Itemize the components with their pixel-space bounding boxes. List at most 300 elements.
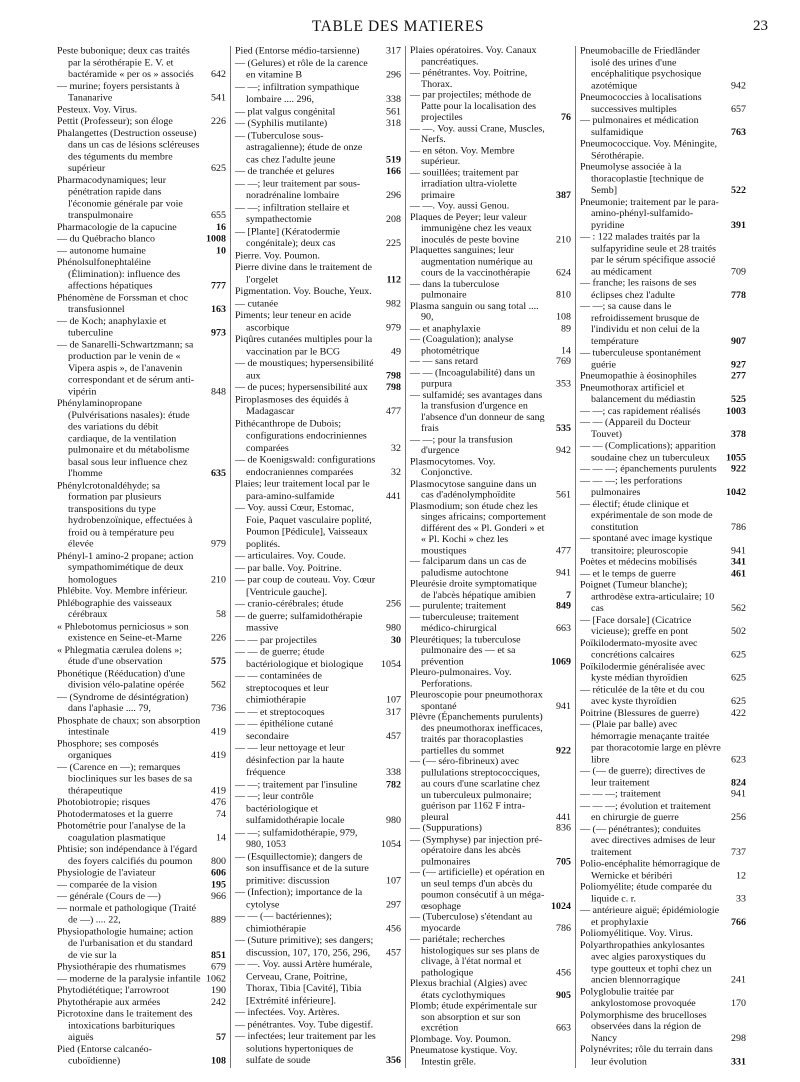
entry-text: — de Koch; anaphylaxie et tuberculine [57,316,167,339]
index-entry [410,479,575,501]
entry-text: — — —; épanchements purulents [580,464,717,475]
entry-page: 561 [556,490,571,501]
entry-text: Poitrine (Blessures de guerre) [580,707,700,719]
index-entry [57,809,230,821]
entry-text: — infectées; leur traitement par les solutions hypertoniques de sulfate de soude [235,1031,376,1067]
index-entry [580,383,750,406]
index-entry [410,279,575,301]
entry-text: — (Tuberculose sous-astragalienne); étude de onze cas chez l'adulte jeune [235,130,363,165]
entry-page: 941 [556,701,571,712]
entry-page: 606 [211,867,226,879]
index-entry [235,551,405,563]
entry-text: — —; sa cause dans le refroidissement brusque de l'individu et non celui de la température [580,301,700,347]
index-entry [580,162,750,197]
entry-text: — moderne de la paralysie infantile [57,973,201,984]
entry-page: 242 [211,997,226,1008]
entry-text: — souillées; traitement par irradiation ultra-violette primaire [410,168,519,201]
entry-text: Poïkilodermie généralisée avec kyste médian thyroïdien [580,661,705,684]
entry-text: Pleurésie droite symptomatique de l'abcès hépatique amibien [410,579,537,601]
index-entry [410,579,575,601]
entry-text: Polyarthropathies ankylosantes avec algies paroxystiques du type goutteux et tophi chez un ancien blennorragique [580,940,712,986]
entry-page: 419 [211,727,226,738]
entry-page: 298 [731,1033,746,1044]
entry-page: 782 [386,779,401,790]
entry-text: — — —; les perforations pulmonaires [580,475,683,498]
entry-text: Pneumonie; traitement par le para-amino-phényl-sulfamido-pyridine [580,196,719,231]
entry-page: 889 [211,914,226,926]
index-entry [235,719,405,743]
entry-page: 824 [731,777,746,788]
index-entry [57,739,230,762]
entry-text: — — (— bactériennes); chimiothérapie [235,911,332,934]
entry-text: — — (Incoagulabilité) dans un purpura [410,368,535,390]
index-entry [580,557,750,569]
index-entry [235,911,405,935]
entry-text: — de guerre; sulfamidothérapie massive [235,610,363,634]
index-entry [580,371,750,383]
entry-page: 107 [386,875,401,886]
entry-page: 1055 [726,452,746,463]
index-entry [235,419,405,455]
entry-text: Poliomyélitique. Voy. Virus. [580,928,693,939]
index-entry [57,480,230,550]
index-entry [57,46,230,81]
index-entry [410,435,575,457]
entry-page: 76 [561,112,571,123]
entry-text: Physiothérapie des rhumatismes [57,961,186,973]
entry-page: 317 [386,46,401,57]
index-entry [57,1009,230,1044]
entry-page: 477 [386,406,401,418]
entry-text: Phosphore; ses composés organiques [57,738,159,761]
entry-text: Plasmocytose sanguine dans un cas d'adénolymphoïdite [410,479,537,501]
index-entry [57,257,230,292]
index-entry [580,929,750,941]
entry-page: 378 [731,429,746,440]
entry-text: Poïkilodermato-myosite avec concrétions calcaires [580,638,698,661]
entry-page: 441 [556,812,571,823]
index-entry [57,246,230,258]
entry-page: 907 [731,336,746,347]
entry-text: Poètes et médecins mobilisés [580,557,697,568]
entry-text: — par projectiles; méthode de Patte pour la localisation des projectiles [410,90,536,123]
entry-text: Pithécanthrope de Dubois; configurations endocriniennes comparées [235,418,367,454]
index-entry [410,246,575,279]
index-entry [235,887,405,911]
index-entry [580,638,750,661]
entry-text: — — leur nettoyage et leur désinfection par la haute fréquence [235,743,345,778]
index-entry [580,987,750,1010]
entry-page: 32 [391,442,401,454]
index-entry [57,868,230,880]
index-entry [57,340,230,399]
entry-page: 663 [556,1023,571,1034]
entry-text: Pneumococcique. Voy. Méningite, Sérothérapie. [580,138,718,161]
index-entry [580,499,750,534]
entry-text: — —; infiltration sympathique lombaire .... 296, [235,82,360,105]
entry-text: — murine; foyers persistants à Tananarive [57,81,180,104]
entry-text: — (Esquillectomie); dangers de son insuffisance et de la suture primitive: discussion [235,851,369,886]
index-entry [580,882,750,905]
index-entry [580,789,750,801]
entry-page: 208 [386,214,401,225]
index-entry [57,903,230,926]
entry-page: 14 [561,345,571,356]
entry-text: Pneumothorax artificiel et balancement du médiastin [580,382,696,405]
entry-page: 32 [391,466,401,478]
entry-text: — de moustiques; hypersensibilité aux [235,358,374,382]
index-entry [57,234,230,246]
entry-text: Pharmacodynamiques; leur pénétration rapide dans l'économie générale par voie transpulmonaire [57,175,183,221]
index-entry [57,175,230,222]
entry-page: 14 [216,832,226,844]
entry-page: 338 [386,94,401,105]
entry-text: Physiopathologie humaine; action de l'urbanisation et du standard de vie sur la [57,926,194,961]
entry-page: 190 [211,985,226,996]
index-entry [57,621,230,644]
entry-text: Pneumopathie à éosinophiles [580,371,697,382]
entry-page: 851 [211,950,226,961]
entry-text: Phénylcrotonaldéhyde; sa formation par plusieurs transpositions du type hydrobenzoïnique, effectuées à froid ou à température peu élevée [57,480,193,550]
index-entry [57,692,230,715]
entry-text: Pharmacologie de la capucine [57,222,177,233]
index-entry [235,383,405,395]
entry-page: 800 [211,856,226,867]
entry-text: — —; sulfamidothérapie, 979, 980, 1053 [235,827,358,850]
entry-text: — cutanée [235,298,279,309]
entry-text: — de Sanarelli-Schwartzmann; sa production par le venin de « Vipera aspis », de l'anavenin correspondant et de sérum anti-vipérin [57,339,195,397]
index-entry [580,197,750,232]
entry-text: Plèvre (Épanchements purulents) des pneumothorax inefficaces, traités par thoracoplasties partielles du sommet [410,712,543,756]
index-entry [580,302,750,348]
entry-text: — dans la tuberculose pulmonaire [410,279,500,301]
entry-page: 476 [211,797,226,808]
index-entry [235,779,405,791]
index-entry [580,1010,750,1045]
entry-text: Plaies opératoires. Voy. Canaux pancréatiques. [410,46,537,67]
index-entry [580,46,750,92]
entry-text: — (— pénétrantes); conduites avec directives admises de leur traitement [580,824,716,858]
index-entry [57,222,230,234]
index-entry [235,707,405,719]
index-entry [580,476,750,499]
index-entry [57,598,230,621]
index-entry [235,178,405,202]
entry-page: 709 [731,266,746,277]
entry-text: — électif; étude clinique et expérimentale de son mode de constitution [580,498,713,533]
entry-text: Piroplasmoses des équidés à Madagascar [235,394,349,418]
entry-text: — du Québracho blanco [57,233,156,245]
entry-text: — — de guerre; étude bactériologique et biologique [235,646,364,670]
entry-page: 461 [731,568,746,579]
entry-text: Pneumococcies à localisations successives multiples [580,92,702,115]
entry-text: — (Plaie par balle) avec hémorragie menaçante traitée par thoracotomie large en plèvre libre [580,719,721,765]
index-entry [57,293,230,316]
entry-text: « Phlegmatia cærulea dolens »; étude d'une observation [57,644,182,667]
entry-page: 655 [211,210,226,221]
entry-text: Plexus brachial (Algies) avec états cyclothymiques [410,979,528,1001]
index-entry [235,395,405,419]
entry-page: 786 [731,522,746,533]
entry-page: 1042 [726,487,746,498]
entry-text: — pariétale; recherches histologiques sur ses plans de clivage, à l'état normal et pathologique [410,934,540,978]
entry-page: 57 [216,1032,226,1043]
index-entry [235,647,405,671]
index-entry [235,58,405,82]
index-entry [235,563,405,575]
entry-page: 477 [556,545,571,556]
entry-page: 525 [731,394,746,405]
index-entry [410,668,575,690]
index-entry [580,720,750,766]
index-entry [57,551,230,586]
entry-text: Phénylaminopropane (Pulvérisations nasales): étude des variations du débit cardiaque, de la ventilation pulmonaire et du métabolisme basal sous leur influence chez l'homme [57,398,190,480]
entry-page: 625 [731,649,746,661]
entry-text: — et anaphylaxie [410,323,481,334]
entry-page: 1024 [551,901,571,912]
entry-text: Phosphate de chaux; son absorption intestinale [57,715,201,738]
entry-page: 7 [566,590,571,601]
index-entry [410,935,575,979]
entry-text: — — et streptocoques [235,706,325,718]
entry-page: 419 [211,785,226,797]
entry-page: 256 [731,812,746,823]
entry-text: — pénétrantes. Voy. Poitrine, Thorax. [410,68,528,90]
index-entry [235,851,405,887]
entry-page: 1003 [726,406,746,417]
entry-page: 737 [731,847,746,858]
index-entry [410,912,575,934]
entry-text: — (Symphyse) par injection pré-opératoire dans les abcès pulmonaires [410,834,543,867]
entry-text: — de puces; hypersensibilité aux [235,382,368,394]
entry-page: 679 [211,961,226,973]
entry-page: 942 [556,445,571,456]
index-entry [57,797,230,809]
entry-page: 296 [386,190,401,201]
index-entry [410,390,575,434]
entry-text: — (Syphilis mutilante) [235,118,328,129]
entry-page: 1062 [206,973,226,984]
index-entry [580,406,750,418]
index-entry [57,844,230,867]
entry-text: — pulmonaires et médication sulfamidique [580,115,699,138]
index-entry [580,139,750,162]
entry-page: 108 [211,1055,226,1067]
entry-page: 226 [211,116,226,127]
index-entry [235,202,405,226]
entry-text: Phytodiététique; l'arrowroot [57,985,170,996]
entry-text: Plombage. Voy. Poumon. [410,1034,511,1045]
entry-text: Plasmocytomes. Voy. Conjonctive. [410,457,496,478]
index-entry [235,310,405,334]
index-entry [410,213,575,246]
entry-text: — (Tuberculose) s'étendant au myocarde [410,912,533,934]
entry-text: Poignet (Tumeur blanche); arthrodèse extra-articulaire; 10 cas [580,580,715,614]
entry-text: — de Koenigswald: configurations endocraniennes comparées [235,454,376,478]
entry-text: — et le temps de guerre [580,568,676,579]
entry-page: 341 [731,557,746,568]
entry-page: 210 [556,234,571,245]
index-entry [57,116,230,128]
entry-page: 625 [211,163,226,174]
index-entry [235,599,405,611]
index-entry [580,940,750,986]
index-entry [410,557,575,579]
index-entry [235,286,405,298]
entry-text: — —. Voy. aussi Genou. [410,201,510,212]
entry-text: — tuberculeuse; traitement médico-chirurgical [410,612,519,634]
index-entry [410,979,575,1001]
index-entry [235,575,405,599]
entry-text: — par balle. Voy. Poitrine. [235,562,342,574]
entry-text: Phlébographie des vaisseaux cérébraux [57,597,172,620]
entry-text: — (Coagulation); analyse photométrique [410,334,514,356]
entry-text: — —; cas rapidement réalisés [580,406,701,417]
entry-page: 942 [731,80,746,92]
entry-page: 625 [731,673,746,684]
entry-page: 966 [211,891,226,902]
entry-text: Phényl-1 amino-2 propane; action sympathomimétique de deux homologues [57,550,194,585]
index-entry [410,368,575,390]
entry-page: 705 [556,856,571,867]
index-entry [580,708,750,720]
entry-text: — antérieure aiguë; épidémiologie et prophylaxie [580,905,720,928]
entry-text: Pesteux. Voy. Virus. [57,104,138,116]
entry-text: — — sans retard [410,357,479,367]
entry-text: Plaques de Peyer; leur valeur immunigène chez les veaux inoculés de peste bovine [410,212,532,245]
entry-text: Piments; leur teneur en acide ascorbique [235,310,352,333]
entry-text: Pierre divine dans le traitement de l'orgelet [235,262,372,285]
page-title: TABLE DES MATIERES [311,18,485,35]
index-entry [580,464,750,476]
entry-page: 107 [386,694,401,706]
entry-page: 922 [731,464,746,475]
entry-text: Pneumolyse associée à la thoracoplastie [technique de Semb] [580,162,704,196]
index-entry [410,124,575,146]
entry-page: 778 [731,289,746,301]
index-column-3 [405,46,575,1068]
entry-text: Picrotoxine dans le traitement des intoxications barbituriques aiguës [57,1008,193,1043]
entry-text: — — —; traitement [580,789,661,800]
entry-text: Phalangettes (Destruction osseuse) dans un cas de lésions scléreuses des téguments du membre supérieur [57,128,200,174]
entry-text: — cranio-cérébrales; étude [235,598,344,610]
entry-page: 786 [556,923,571,934]
entry-page: 12 [736,870,746,881]
entry-text: Polynévrites; rôle du terrain dans leur évolution [580,1044,713,1067]
index-entry [57,128,230,175]
entry-text: « Phlebotomus perniciosus » son existence en Seine-et-Marne [57,621,189,644]
index-entry [410,868,575,912]
entry-text: — (— artificielle) et opération en un seul temps d'un abcès du poumon consécutif à un méga-œsophage [410,868,545,912]
index-entry [57,997,230,1009]
index-entry [580,441,750,464]
index-entry [235,250,405,262]
entry-page: 441 [386,490,401,502]
entry-text: — générale (Cours de —) [57,891,161,902]
entry-page: 905 [556,990,571,1001]
entry-page: 387 [556,190,571,201]
entry-text: Plasma sanguin ou sang total .... 90, [410,301,539,323]
entry-text: Pleurétiques; la tuberculose pulmonaire des — et sa prévention [410,634,521,667]
index-entry [235,671,405,707]
entry-page: 922 [556,745,571,756]
index-entry [57,81,230,104]
entry-page: 980 [386,622,401,634]
entry-page: 624 [556,268,571,278]
index-entry [410,457,575,479]
index-entry [57,762,230,797]
entry-text: Poliomyélite; étude comparée du liquide c. r. [580,882,712,905]
entry-page: 979 [386,322,401,333]
entry-text: — : 122 malades traités par la sulfapyridine seule et 28 traités par le sérum spécifique associé au médicament [580,231,716,277]
index-entry [580,905,750,928]
entry-page: 112 [386,274,401,285]
index-entry [235,455,405,479]
entry-text: — [Plante] (Kératodermie congénitale); deux cas [235,226,340,249]
index-entry [57,586,230,598]
entry-text: Plasmodium; son étude chez les singes africains; comportement différent des « Pl. Gonderi » et « Pl. Kochi » chez les moustiques [410,501,546,556]
entry-text: — — contaminées de streptocoques et leur chimiothérapie [235,670,329,706]
index-entry [410,357,575,368]
index-entry [235,82,405,106]
index-entry [235,1019,405,1031]
index-entry [580,232,750,278]
entry-page: 766 [731,917,746,928]
entry-page: 49 [391,346,401,358]
entry-text: — falciparum dans un cas de paludisme autochtone [410,557,527,578]
entry-page: 982 [386,298,401,309]
entry-page: 973 [211,327,226,339]
index-entry [57,668,230,691]
entry-page: 810 [556,290,571,301]
entry-text: Pied (Entorse médio-tarsienne) [235,46,360,57]
index-column-1 [53,46,230,1068]
entry-text: Phtisie; son indépendance à l'égard des foyers calcifiés du poumon [57,844,198,867]
entry-page: 74 [216,809,226,820]
index-entry [235,479,405,503]
entry-text: — (Infection); importance de la cytolyse [235,887,363,910]
entry-text: — (Syndrome de désintégration) dans l'aphasie .... 79, [57,691,189,714]
index-entry [580,766,750,789]
entry-page: 356 [386,1055,401,1067]
entry-page: 777 [211,280,226,292]
entry-page: 927 [731,359,746,370]
entry-page: 635 [211,468,226,480]
page-number: 23 [753,18,768,34]
index-entry [410,146,575,168]
index-entry [580,685,750,708]
entry-text: — —; pour la transfusion d'urgence [410,434,513,456]
entry-page: 226 [211,633,226,644]
entry-text: — pénétrantes. Voy. Tube digestif. [235,1019,374,1031]
index-entry [235,334,405,358]
index-entry [57,891,230,903]
index-entry [57,1044,230,1067]
index-entry [410,46,575,68]
index-entry [580,569,750,581]
entry-page: 657 [731,104,746,115]
entry-text: Pigmentation. Voy. Bouche, Yeux. [235,286,372,297]
entry-text: Photométrie pour l'analyse de la coagulation plasmatique [57,820,186,844]
entry-page: 623 [731,754,746,765]
entry-page: 849 [556,601,571,612]
entry-page: 317 [386,706,401,718]
index-entry [580,662,750,685]
entry-text: — — (Appareil du Docteur Touvet) [580,417,691,440]
index-entry [235,106,405,118]
index-entry [410,168,575,201]
entry-page: 941 [556,568,571,578]
